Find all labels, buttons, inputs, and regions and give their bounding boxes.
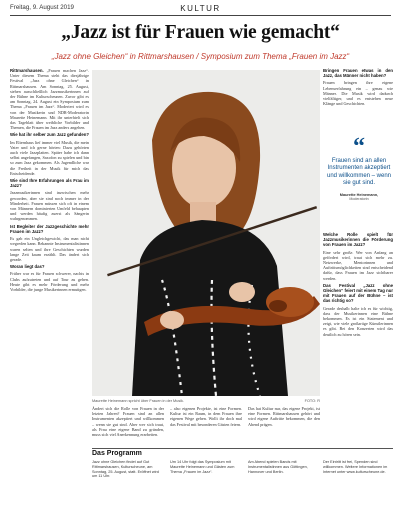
program-column-3: [248, 460, 318, 504]
program-text-2: Um 14 Uhr folgt das Symposium mit Maurette Heinemann und Gästen zum Thema „Frauen im Jazz“.: [170, 460, 235, 474]
answer-7: Gerade deshalb halte ich es für wichtig, dass der Musikerinnen eine Bühne bekommen. Es ist ein Statement und zeigt, wie viele großartige Künstlerinnen es gibt. Bei den Konzerten wird das deutlich zu hören sein.: [323, 305, 393, 337]
masthead-rule: [10, 15, 391, 16]
question-5: Bringen Frauen etwas in den Jazz, das Männer nicht haben?: [323, 68, 393, 79]
quote-mark-icon: “: [353, 134, 365, 160]
question-4: Woran liegt das?: [10, 264, 45, 270]
answer-4: Früher war es für Frauen schwerer, nachts in Clubs aufzutreten und auf Tour zu gehen. Heute gibt es mehr Förderung und mehr Vorbilder, die junge Musikerinnen ermutigen.: [10, 271, 89, 292]
answer-3: Es gab ein Ungleichgewicht, das man nicht wegreden kann. Bekannte Instrumentalistinnen waren selten und ihre Geschichten wurden lange Zeit kaum erzählt. Das ändert sich gerade.: [10, 236, 89, 262]
program-rule: [92, 448, 393, 449]
mid-column-2: [170, 406, 242, 446]
dateline: Rittmarshausen.: [10, 68, 44, 73]
mid-text-1: Ändert sich die Rolle von Frauen in der letzten Jahren? Frauen sind an allen Instrumenten akzeptiert und willkommen – wenn sie gut sind. Aber wer sich traut, als Frau eine eigene Band zu gründen, muss sich viel Anerkennung erarbeiten.: [92, 406, 164, 438]
mid-column-3: [248, 406, 320, 446]
mid-text-3: Das hat Kultur nur, das eigene Projekt, ist eine Formen. Rittmarshausen gehört und wird eigene Auftritte bekommen, die den Abend prägen.: [248, 406, 320, 427]
section-label: KULTUR: [180, 4, 221, 13]
interview-column-left: [10, 68, 89, 503]
program-column-2: [170, 460, 242, 504]
answer-2: Jazzmusikerinnen sind inzwischen mehr geworden, aber sie sind noch immer in der Minderheit. Frauen müssen sich oft in einem von Männern dominierten Umfeld behaupten und werden häufig zuerst als Sängerin wahrgenommen.: [10, 190, 89, 222]
program-text-1: Jazz ohne Gleichen findet auf Gut Rittmarshausen, Kulturscheune, am Sonntag, 25. August, statt. Eröffnet wird um 11 Uhr.: [92, 460, 159, 479]
program-text-4: Der Eintritt ist frei, Spenden sind willkommen. Weitere Informationen im Internet unter www.kulturscheune.de.: [323, 460, 388, 474]
photo-caption-block: [92, 399, 320, 403]
article-headline: „Jazz ist für Frauen wie gemacht“: [61, 22, 340, 43]
quote-text: Frauen sind an allen Instrumenten akzeptiert und willkommen – wenn sie gut sind.: [326, 158, 392, 186]
question-1: Wie hat ihr selber zum Jazz gefunden?: [10, 132, 89, 138]
violinist-illustration: [92, 70, 320, 396]
interview-column-right-bottom: [323, 232, 393, 444]
violinist-photo: [92, 70, 320, 396]
answer-6: Eine sehr große. Wer von Anfang an gefördert wird, traut sich mehr zu. Netzwerke, Mentorinnen und Auftrittsmöglichkeiten sind entscheidend dafür, dass Frauen im Jazz sichtbarer werden.: [323, 249, 393, 281]
article-subline: „Jazz ohne Gleichen“ in Rittmarshausen / Symposium zum Thema „Frauen im Jazz“: [51, 52, 350, 61]
intro-text: „Frauen machen Jazz“. Unter diesem Thema steht das diesjährige Festival „Jazz ohne Gleichen“ in Rittmarshausen. Am Sonntag, 25. August, stehen ausschließlich Jazzmusikerinnen auf der Bühne im Kulturscheunen. Zuvor gibt es am Sonntag, 24. August ein Symposium zum Thema „Frauen im Jazz“. Moderiert wird es von der Musikerin und NDR-Moderatorin Maurette Heinemann. Mit ihr unterhielt sich das Tageblatt über weibliche Vorbilder und Themen, die Frauen im Jazz anders angehen.: [10, 68, 89, 131]
mid-column-1: [92, 406, 164, 446]
interview-column-right-top: [323, 68, 393, 136]
answer-5: Frauen bringen ihre eigene Lebenserfahrung ein – genau wie Männer. Die Musik wird dadurch vielfältiger, und es entstehen neue Klänge und Geschichten.: [323, 80, 393, 107]
question-7: Das Festival „Jazz ohne Gleichen“ feiert mit einem Tag nur mit Frauen auf der Bühne – ist das richtig so?: [323, 282, 393, 304]
program-text-3: Am Abend spielen Bands mit Instrumentalistinnen aus Göttingen, Hannover und Berlin.: [248, 460, 308, 474]
pull-quote: [323, 134, 395, 230]
quote-author: Maurette Heinemann,: [339, 193, 379, 198]
question-3: Ist Begleiter der Jazzgeschichte mehr Frauen im Jazz?: [10, 223, 89, 234]
program-title: Das Programm: [92, 450, 142, 457]
question-6: Welche Rolle spielt für Jazzmusikerinnen die Förderung von Frauen im Jazz?: [323, 232, 393, 248]
issue-date: Freitag, 9. August 2019: [10, 4, 74, 11]
photo-caption: Maurette Heinemann spricht über Frauen in der Musik.: [92, 399, 185, 403]
question-2: Wie sind Ihre Erfahrungen als Frau im Jazz?: [10, 178, 89, 189]
program-column-1: [92, 460, 164, 504]
answer-1: Im Elternhaus lief immer viel Musik, die mein Vater und ich gerne hörten: Dazu gehörten auch viele Jazzplatten. Später habe ich dann selbst angefangen, Saxofon zu spielen und bin so zum Jazz gekommen. Als Jugendliche war die Freiheit in der Musik für mich das Entscheidende.: [10, 139, 89, 176]
program-column-4: [323, 460, 393, 504]
quote-role: Moderatorin: [349, 197, 369, 202]
mid-text-2: – also eigenen Projekte, ist eine Formen. Kultur ist ein Raum, in dem Frauen ihre eigenen Wege gehen. Wollt ihr doch mal das Festival mit besonderen Gästen feiern.: [170, 406, 242, 427]
photo-credit: FOTO: R: [304, 399, 320, 403]
